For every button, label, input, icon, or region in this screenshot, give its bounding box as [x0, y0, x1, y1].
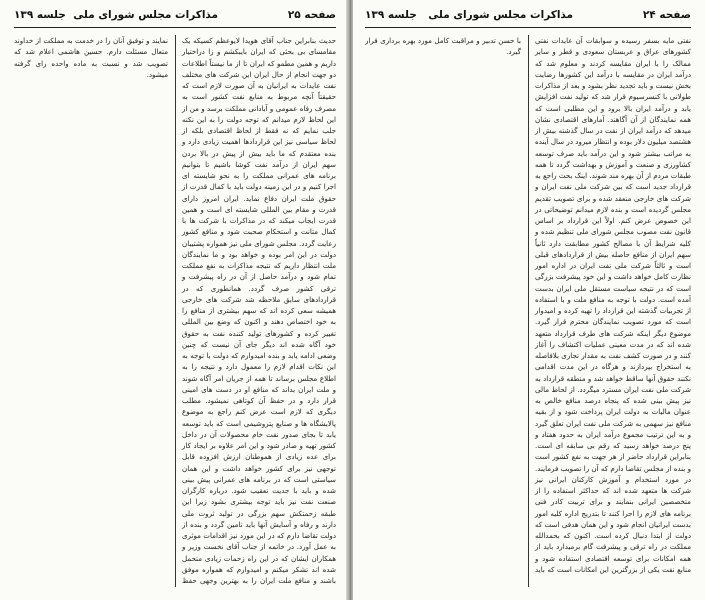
- left-page-body: [14, 35, 336, 587]
- right-header-rule: [365, 27, 691, 28]
- right-journal-title: مذاکرات مجلس شورای ملی: [428, 9, 573, 21]
- right-page-text: نفتی مایه بسفر رسیده و سوابقات آن عایدات نفتی کشورهای عراق و عربستان سعودی و قطر و سایر ممالک را با ایران مقایسه کردند و معلوم شد که درآمد ایران در مقایسه با درآمد این کشورها رضایت بخش نیست و باید تجدید نظر بشود و بعد از مذاکرات طولانی با کنسرسیوم قرار شد که تولید نفت افزایش یابد و درآمد ایران بالا برود و این مطلبی است که همه نمایندگان از آن آگاهند. آمارهای اقتصادی نشان میدهد که درآمد ایران از نفت در سال گذشته بیش از هشتصد میلیون دلار بوده و انتظار میرود در سال آینده به مراتب بیشتر شود و این درآمد باید صرف توسعه کشاورزی و صنعت و آموزش و بهداشت گردد تا همه طبقات مردم از آن بهره مند شوند. اینک بحث راجع به قرارداد جدید است که بین شرکت ملی نفت ایران و شرکت های خارجی منعقد شده و برای تصویب تقدیم مجلس گردیده است و بنده لازم میدانم توضیحاتی در این خصوص عرض کنم. اولاً این قرارداد بر اساس قانون نفت مصوب مجلس شورای ملی تنظیم شده و کلیه شرایط آن با مصالح کشور مطابقت دارد ثانیاً سهم ایران از منافع حاصله بیش از قراردادهای قبلی است و ثالثاً شرکت ملی نفت ایران در اداره امور نظارت کامل خواهد داشت و این خود پیشرفت بزرگی است که در نتیجه سیاست مستقل ملی ایران بدست آمده است. دولت با توجه به منافع ملت و با استفاده از تجربیات گذشته این قرارداد را تهیه کرده و امیدوار است که مورد تصویب نمایندگان محترم قرار گیرد. موضوع دیگر اینکه شرکت های طرف قرارداد متعهد شده اند که در مدت معینی عملیات اکتشاف را آغاز کنند و در صورت کشف نفت به مقدار تجاری بلافاصله به استخراج بپردازند و هرگاه در این مدت اقدامی نکنند حقوق آنها ساقط خواهد شد و منطقه قرارداد به شرکت ملی نفت ایران مسترد میگردد. از لحاظ مالی نیز پیش بینی شده که پنجاه درصد منافع خالص به عنوان مالیات به دولت ایران پرداخت شود و از بقیه منافع نیز سهمی به شرکت ملی نفت ایران تعلق گیرد و به این ترتیب مجموع درآمد ایران به حدود هفتاد و پنج درصد خواهد رسید که رقم بی سابقه ای است. بنابراین قرارداد حاضر از هر جهت به نفع کشور است و بنده از مجلس تقاضا دارم که آن را تصویب فرمایند. در مورد استخدام و آموزش کارکنان ایرانی نیز شرکت ها متعهد شده اند که حداکثر استفاده را از متخصصین ایرانی بنمایند و برای تربیت کادر فنی برنامه های لازم را اجرا کنند تا بتدریج اداره کلیه امور بدست ایرانیان انجام شود و این همان هدفی است که دولت از ابتدا دنبال کرده است. اکنون که بحمدالله مملکت در راه ترقی و پیشرفت گام برمیدارد باید از همه امکانات برای توسعه اقتصادی استفاده شود و منابع نفت یکی از بزرگترین این امکانات است که باید با حسن تدبیر و مراقبت کامل مورد بهره برداری قرار گیرد.: [365, 36, 691, 574]
- left-session-label: جلسه ۱۳۹: [14, 9, 66, 21]
- left-header-rule: [14, 27, 336, 28]
- left-page-number: صفحه ۲۵: [287, 9, 336, 21]
- right-page-header: [365, 9, 691, 25]
- left-page-header: [14, 9, 336, 25]
- right-page-body: [365, 35, 691, 587]
- right-page-number: صفحه ۲۴: [642, 9, 691, 21]
- left-page-text: حدیث بنابراین جناب آقای هویدا لایوعظم کسیکه یک مقامسای بی بحثی که ایران بایبکشم و زا دراختیار داریم و همین مطمو که ایران تا از ما نیستاً اطلاعات دو جهت انجام از حال ایران این شرکت های مختلف نفت عایدات به ایرانیان به آن صورت لازم است که حقیقتاً آنچه مربوط به منابع نفت کشور است به مصرف رفاه عمومی و آبادانی مملکت برسد و من از این لحاظ لازم میدانم که توجه دولت را به این نکته جلب نمایم که نه فقط از لحاظ اقتصادی بلکه از لحاظ سیاسی نیز این قراردادها اهمیت زیادی دارد و بنده معتقدم که ما باید بیش از پیش در بالا بردن سهم ایران از درآمد نفت کوشا باشیم تا بتوانیم برنامه های عمرانی مملکت را به نحو شایسته ای اجرا کنیم و در این زمینه دولت باید با کمال قدرت از حقوق ملت ایران دفاع نماید. ایران امروز دارای قدرت و مقام بین المللی شایسته ای است و همین قدرت ایجاب میکند که در مذاکرات با شرکت ها با کمال متانت و استحکام صحبت شود و منافع کشور رعایت گردد. مجلس شورای ملی نیز همواره پشتیبان دولت در این امر بوده و خواهد بود و ما نمایندگان ملت انتظار داریم که نتیجه مذاکرات به نفع مملکت تمام شود و درآمد حاصل از آن در راه پیشرفت و ترقی کشور صرف گردد. همانطوری که در قراردادهای سابق ملاحظه شد شرکت های خارجی همیشه سعی کرده اند که سهم بیشتری از منافع را به خود اختصاص دهند و اکنون که وضع بین المللی تغییر کرده و کشورهای تولید کننده نفت به حقوق خود آگاه شده اند دیگر جای آن نیست که چنین وضعی ادامه یابد و بنده امیدوارم که دولت با توجه به این نکات اقدام لازم را معمول دارد و نتیجه را به اطلاع مجلس برساند تا همه از جریان امر آگاه شوند و ملت ایران بداند که منافع او در دست های امینی قرار دارد و در حفظ آن کوتاهی نمیشود. مطلب دیگری که لازم است عرض کنم راجع به موضوع پالایشگاه ها و صنایع پتروشیمی است که باید توسعه یابد تا بجای صدور نفت خام محصولات آن در داخل کشور تهیه و صادر شود و این امر علاوه بر ایجاد کار برای عده زیادی از هموطنان ارزش افزوده قابل توجهی نیز برای کشور خواهد داشت و این همان سیاستی است که در برنامه های عمرانی پیش بینی شده و باید با جدیت تعقیب شود. درباره کارگران صنعت نفت نیز باید توجه بیشتری بشود زیرا این طبقه زحمتکش سهم بزرگی در تولید ثروت ملی دارند و رفاه و آسایش آنها باید تامین گردد و بنده از دولت تقاضا دارم که در این مورد نیز اقدامات موثری به عمل آورد. در خاتمه از جناب آقای نخست وزیر و همکاران ایشان که در این راه زحمات زیادی متحمل شده اند تشکر میکنم و امیدوارم که همواره موفق باشند و منافع ملت ایران را به بهترین وجهی حفظ نمایند و توفیق آنان را در خدمت به مملکت از خداوند متعال مسئلت دارم. حسین هاشمی اعلام شد که تصویب شد و نسبت به ماده واحده رای گرفته میشود.: [14, 36, 336, 585]
- right-session-label: جلسه ۱۳۹: [365, 9, 417, 21]
- left-journal-title: مذاکرات مجلس شورای ملی: [73, 9, 218, 21]
- right-page: [353, 0, 705, 600]
- left-page: [0, 0, 348, 600]
